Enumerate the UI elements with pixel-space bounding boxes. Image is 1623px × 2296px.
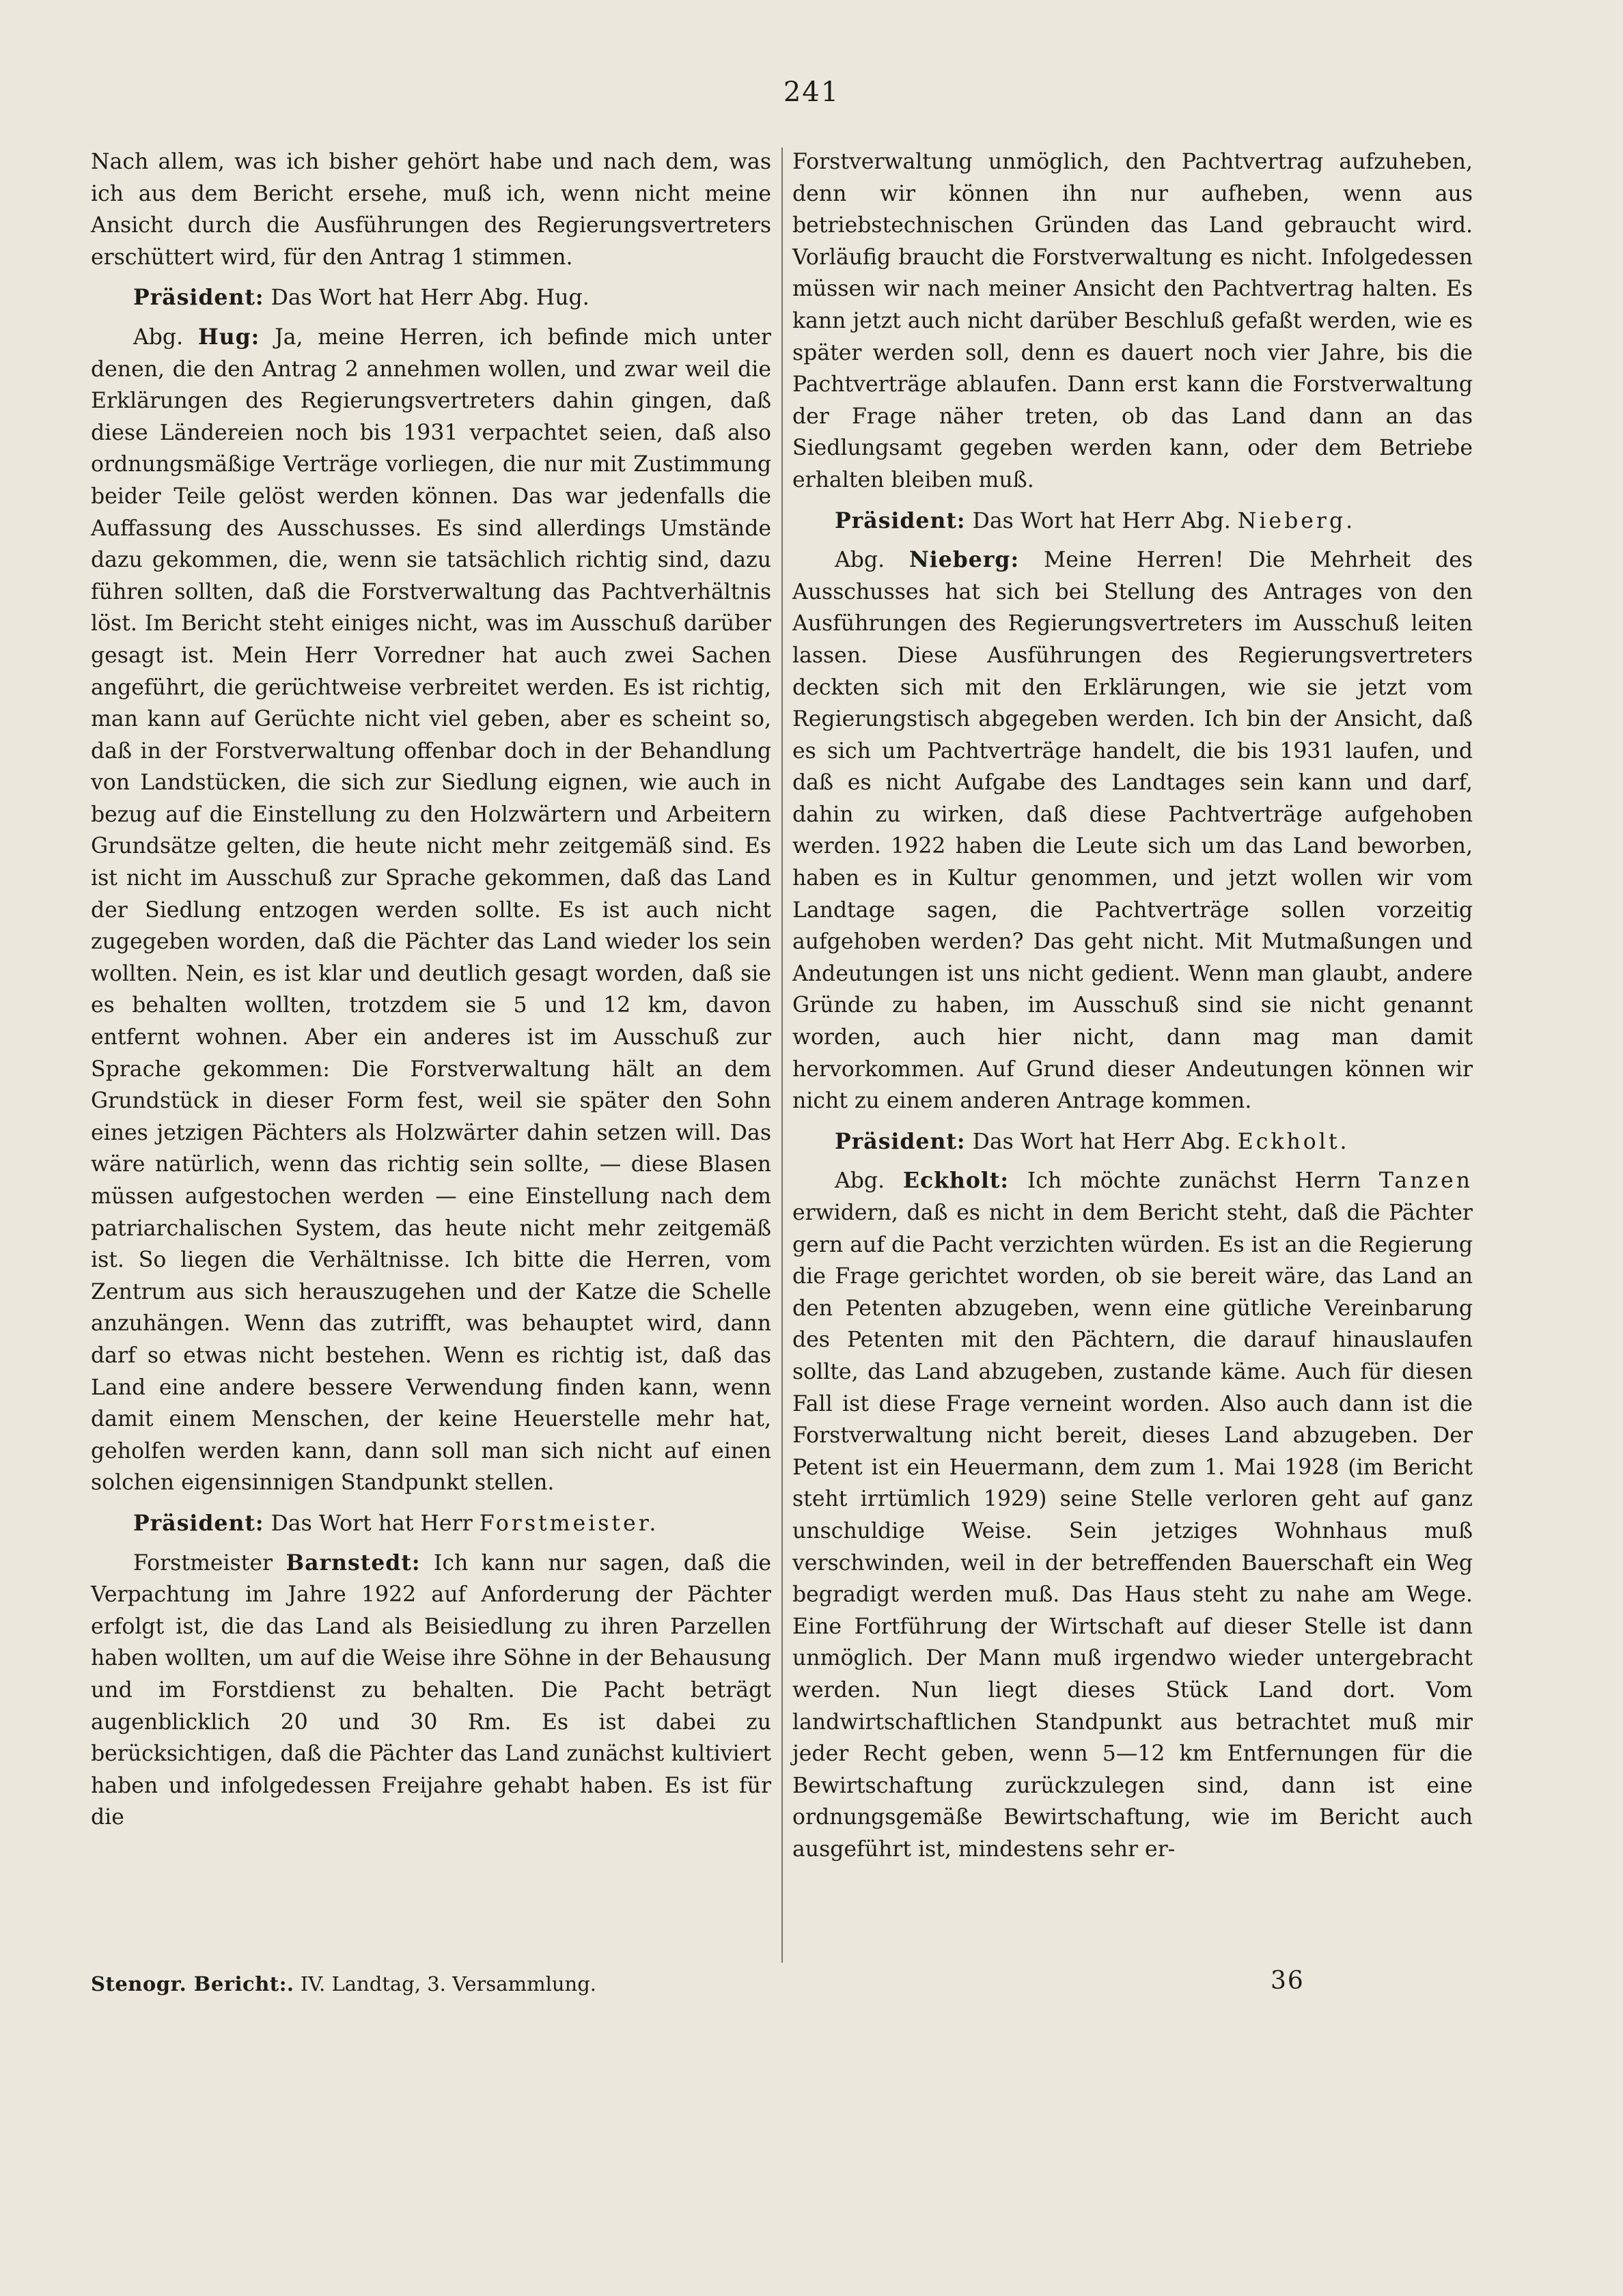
right-column <box>792 146 1473 1865</box>
speaker-name: Hug: <box>197 324 260 350</box>
speaker-title: Forstmeister <box>133 1550 273 1576</box>
statement-text: Das Wort hat Herr Abg. Hug. <box>270 285 589 311</box>
statement-text: Das Wort hat Herr Abg. <box>972 508 1231 533</box>
president-statement <box>792 505 1473 537</box>
speech-eckholt <box>792 1165 1473 1865</box>
statement-name: Forstmeister. <box>479 1511 659 1536</box>
speech-text: Meine Herren! Die Mehrheit des Ausschusses hat sich bei Stellung des Antrages von den Ausführungen des Regierungsvertreters im Ausschuß leiten lassen. Diese Ausführungen des Regierungsvertreters deckten sich mit den Erklärungen, wie sie jetzt vom Regierungstisch abgegeben werden. Ich bin der Ansicht, daß es sich um Pachtverträge handelt, die bis 1931 laufen, und daß es nicht Aufgabe des Landtages sein kann und darf, dahin zu wirken, daß diese Pachtverträge aufgehoben werden. 1922 haben die Leute sich um das Land beworben, haben es in Kultur genommen, und jetzt wollen wir vom Landtage sagen, die Pachtverträge sollen vorzeitig aufgehoben werden? Das geht nicht. Mit Mutmaßungen und Andeutungen ist uns nicht gedient. Wenn man glaubt, andere Gründe zu haben, im Ausschuß sind sie nicht genannt worden, auch hier nicht, dann mag man damit hervorkommen. Auf Grund dieser Andeutungen können wir nicht zu einem anderen Antrage kommen. <box>792 548 1473 1114</box>
speaker-name: Barnstedt: <box>286 1550 421 1576</box>
speech-text: Ich kann nur sagen, daß die Verpachtung im Jahre 1922 auf Anforderung der Pächter erfolgt ist, die das Land als Beisiedlung zu ihren Parzellen haben wollten, um auf die Weise ihre Söhne in der Behausung und im Forstdienst zu behalten. Die Pacht beträgt augenblicklich 20 und 30 Rm. Es ist dabei zu berücksichtigen, daß die Pächter das Land zunächst kultiviert haben und infolgedessen Freijahre gehabt haben. Es ist für die <box>91 1550 772 1830</box>
speaker-name: Eckholt: <box>902 1168 1010 1194</box>
footer-source <box>91 1972 596 1996</box>
left-column <box>91 146 771 1834</box>
speaker-title: Abg. <box>133 324 184 350</box>
statement-text: Das Wort hat Herr Abg. <box>972 1129 1231 1154</box>
speech-text: erwidern, daß es nicht in dem Bericht steht, daß die Pächter gern auf die Pacht verzichten würden. Es ist an die Regierung die Frage gerichtet worden, ob sie bereit wäre, das Land an den Petenten abzugeben, wenn eine gütliche Vereinbarung des Petenten mit den Pächtern, die darauf hinauslaufen sollte, das Land abzugeben, zustande käme. Auch für diesen Fall ist diese Frage verneint worden. Also auch dann ist die Forstverwaltung nicht bereit, dieses Land abzugeben. Der Petent ist ein Heuermann, dem zum 1. Mai 1928 (im Bericht steht irrtümlich 1929) seine Stelle verloren geht auf ganz unschuldige Weise. Sein jetziges Wohnhaus muß verschwinden, weil in der betreffenden Bauerschaft ein Weg begradigt werden muß. Das Haus steht zu nahe am Wege. Eine Fortführung der Wirtschaft auf dieser Stelle ist dann unmöglich. Der Mann muß irgendwo wieder untergebracht werden. Nun liegt dieses Stück Land dort. Vom landwirtschaftlichen Standpunkt aus betrachtet muß mir jeder Recht geben, wenn 5—12 km Entfernungen für die Bewirtschaftung zurückzulegen sind, dann ist eine ordnungsgemäße Bewirtschaftung, wie im Bericht auch ausgeführt ist, mindestens sehr er- <box>792 1201 1473 1862</box>
footer-source-title: Stenogr. Bericht:. <box>91 1972 294 1996</box>
page-number: 241 <box>783 76 840 108</box>
speech-name-tanzen: Tanzen <box>1378 1168 1473 1194</box>
paragraph-text: Nach allem, was ich bisher gehört habe und nach dem, was ich aus dem Bericht ersehe, muß ich, wenn nicht meine Ansicht durch die Ausführungen des Regierungsvertreters erschüttert wird, für den Antrag 1 stimmen. <box>91 150 771 270</box>
speech-barnstedt-continued <box>792 146 1473 496</box>
president-statement <box>91 1508 771 1540</box>
speaker-title: Abg. <box>835 1168 885 1194</box>
speech-text-lead: Ich möchte zunächst Herrn <box>1027 1168 1361 1194</box>
footer-source-detail: IV. Landtag, 3. Versammlung. <box>300 1972 596 1996</box>
statement-name: Eckholt. <box>1237 1129 1350 1154</box>
paragraph-opening <box>91 146 771 273</box>
president-statement <box>792 1126 1473 1158</box>
speaker-president: Präsident: <box>133 1510 264 1536</box>
speech-text: Forstverwaltung unmöglich, den Pachtvertrag aufzuheben, denn wir können ihn nur aufheben, wenn aus betriebstechnischen Gründen das Land gebraucht wird. Vorläufig braucht die Forstverwaltung es nicht. Infolgedessen müssen wir nach meiner Ansicht den Pachtvertrag halten. Es kann jetzt auch nicht darüber Beschluß gefaßt werden, wie es später werden soll, denn es dauert noch vier Jahre, bis die Pachtverträge ablaufen. Dann erst kann die Forstverwaltung der Frage näher treten, ob das Land dann an das Siedlungsamt gegeben werden kann, oder dem Betriebe erhalten bleiben muß. <box>792 150 1473 492</box>
speaker-president: Präsident: <box>835 1128 966 1154</box>
speaker-president: Präsident: <box>133 285 264 311</box>
column-divider <box>781 148 783 1963</box>
speech-hug <box>91 322 771 1499</box>
speech-text: Ja, meine Herren, ich befinde mich unter denen, die den Antrag 2 annehmen wollen, und zwar weil die Erklärungen des Regierungsvertreters dahin gingen, daß diese Ländereien noch bis 1931 verpachtet seien, daß also ordnungsmäßige Verträge vorliegen, die nur mit Zustimmung beider Teile gelöst werden können. Das war jedenfalls die Auffassung des Ausschusses. Es sind allerdings Umstände dazu gekommen, die, wenn sie tatsächlich richtig sind, dazu führen sollten, daß die Forstverwaltung das Pachtverhältnis löst. Im Bericht steht einiges nicht, was im Ausschuß darüber gesagt ist. Mein Herr Vorredner hat auch zwei Sachen angeführt, die gerüchtweise verbreitet werden. Es ist richtig, man kann auf Gerüchte nicht viel geben, aber es scheint so, daß in der Forstverwaltung offenbar doch in der Behandlung von Landstücken, die sich zur Siedlung eignen, wie auch in bezug auf die Einstellung zu den Holzwärtern und Arbeitern Grundsätze gelten, die heute nicht mehr zeitgemäß sind. Es ist nicht im Ausschuß zur Sprache gekommen, daß das Land der Siedlung entzogen werden sollte. Es ist auch nicht zugegeben worden, daß die Pächter das Land wieder los sein wollten. Nein, es ist klar und deutlich gesagt worden, daß sie es behalten wollten, trotzdem sie 5 und 12 km, davon entfernt wohnen. Aber ein anderes ist im Ausschuß zur Sprache gekommen: Die Forstverwaltung hält an dem Grundstück in dieser Form fest, weil sie später den Sohn eines jetzigen Pächters als Holzwärter dahin setzen will. Das wäre natürlich, wenn das richtig sein sollte, — diese Blasen müssen aufgestochen werden — eine Einstellung nach dem patriarchalischen System, das heute nicht mehr zeitgemäß ist. So liegen die Verhältnisse. Ich bitte die Herren, vom Zentrum aus sich herauszugehen und der Katze die Schelle anzuhängen. Wenn das zutrifft, was behauptet wird, dann darf so etwas nicht bestehen. Wenn es richtig ist, daß das Land eine andere bessere Verwendung finden kann, wenn damit einem Menschen, der keine Heuerstelle mehr hat, geholfen werden kann, dann soll man sich nicht auf einen solchen eigensinnigen Standpunkt stellen. <box>91 324 771 1496</box>
speaker-president: Präsident: <box>835 507 966 533</box>
sheet-signature: 36 <box>1271 1967 1305 1995</box>
speaker-title: Abg. <box>835 548 885 573</box>
statement-name: Nieberg. <box>1237 508 1356 533</box>
statement-text: Das Wort hat Herr <box>270 1511 473 1536</box>
speech-barnstedt <box>91 1548 771 1834</box>
speaker-name: Nieberg: <box>908 547 1020 573</box>
speech-nieberg <box>792 544 1473 1117</box>
president-statement <box>91 282 771 314</box>
